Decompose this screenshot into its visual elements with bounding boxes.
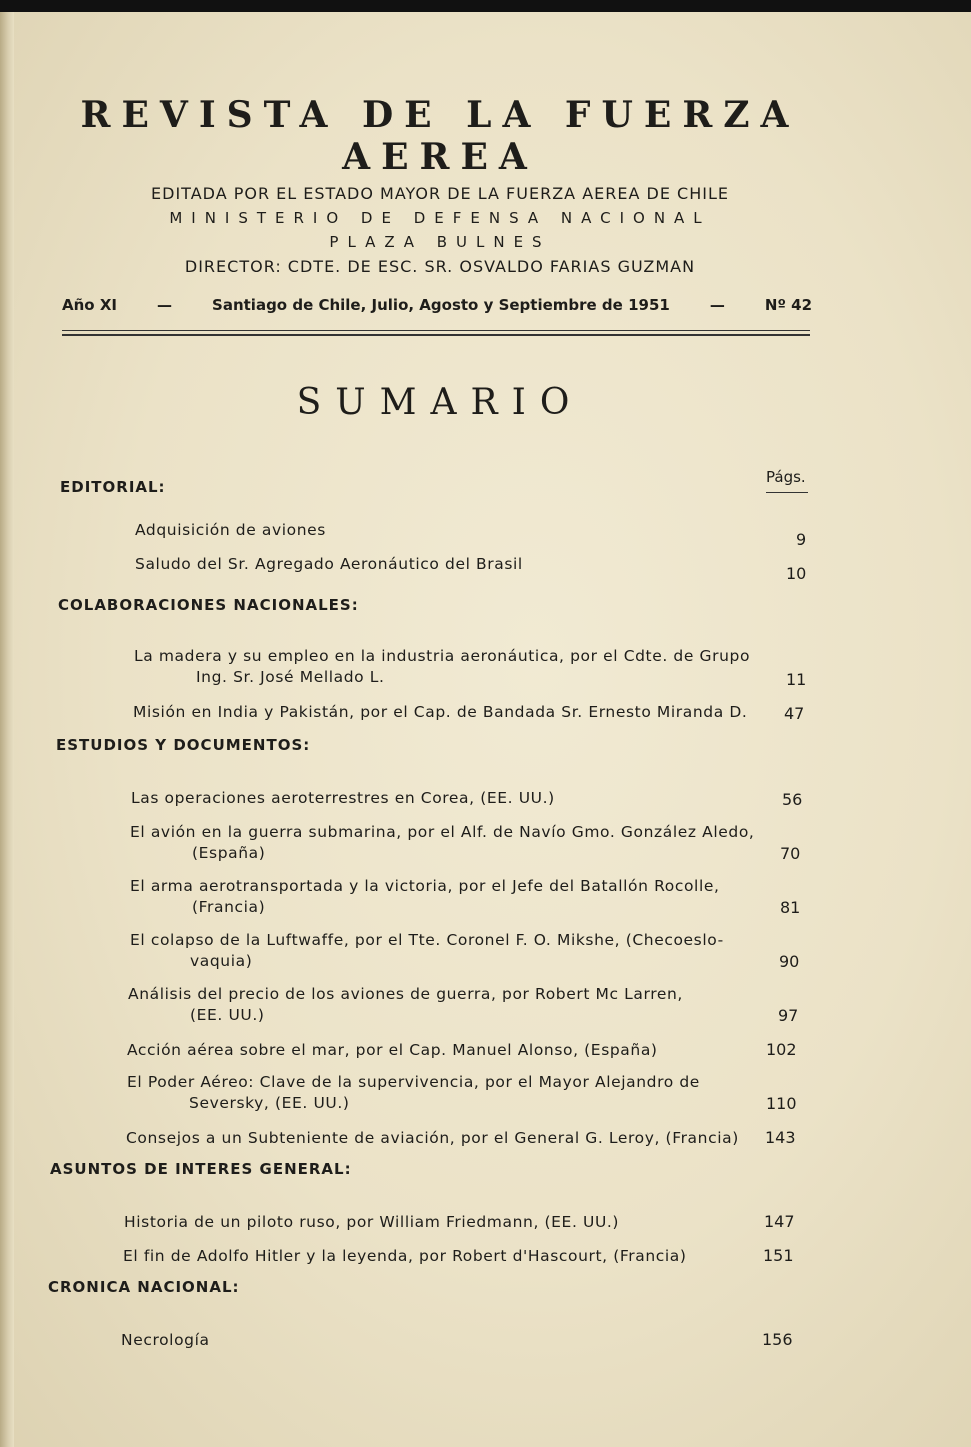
- toc-page-number: 70: [780, 844, 801, 863]
- toc-entry-title: El Poder Aéreo: Clave de la supervivencia, por el Mayor Alejandro de: [127, 1073, 700, 1091]
- issue-line: [62, 296, 812, 314]
- toc-entry-continuation: vaquia): [190, 952, 253, 970]
- toc-page-number: 102: [766, 1040, 797, 1059]
- section-colaboraciones: COLABORACIONES NACIONALES:: [58, 596, 359, 614]
- section-estudios: ESTUDIOS Y DOCUMENTOS:: [56, 736, 311, 754]
- toc-entry-title: El colapso de la Luftwaffe, por el Tte. Coronel F. O. Mikshe, (Checoeslo-: [130, 931, 724, 949]
- toc-page-number: 9: [796, 530, 807, 549]
- toc-entry-continuation: Ing. Sr. José Mellado L.: [196, 668, 385, 686]
- toc-page-number: 10: [786, 564, 807, 583]
- publisher-line: EDITADA POR EL ESTADO MAYOR DE LA FUERZA AEREA DE CHILE: [151, 184, 729, 203]
- toc-page-number: 151: [763, 1246, 794, 1265]
- section-cronica: CRONICA NACIONAL:: [48, 1278, 240, 1296]
- contents-heading: SUMARIO: [296, 382, 584, 423]
- toc-entry-title: El avión en la guerra submarina, por el Alf. de Navío Gmo. González Aledo,: [130, 823, 755, 841]
- toc-entry: [123, 1246, 687, 1267]
- toc-entry: [130, 822, 754, 864]
- toc-page-number: 56: [782, 790, 803, 809]
- issue-year: Año XI: [62, 296, 117, 314]
- toc-entry: [133, 702, 747, 723]
- toc-entry-title: Misión en India y Pakistán, por el Cap. de Bandada Sr. Ernesto Miranda D.: [133, 703, 748, 721]
- toc-entry: [135, 554, 523, 575]
- divider-thick: [62, 334, 810, 336]
- section-asuntos: ASUNTOS DE INTERES GENERAL:: [50, 1160, 352, 1178]
- section-editorial: EDITORIAL:: [60, 478, 166, 496]
- toc-entry: [121, 1330, 210, 1351]
- toc-page-number: 81: [780, 898, 801, 917]
- toc-entry-continuation: (España): [192, 844, 266, 862]
- director-line: DIRECTOR: CDTE. DE ESC. SR. OSVALDO FARIAS GUZMAN: [184, 257, 696, 276]
- issue-date: Santiago de Chile, Julio, Agosto y Septiembre de 1951: [212, 296, 670, 314]
- toc-entry: [135, 520, 326, 541]
- toc-page-number: 11: [786, 670, 807, 689]
- toc-entry-continuation: (EE. UU.): [190, 1006, 265, 1024]
- toc-entry: [127, 1072, 700, 1114]
- toc-page-number: 97: [778, 1006, 799, 1025]
- toc-entry-continuation: Seversky, (EE. UU.): [189, 1094, 350, 1112]
- toc-page-number: 156: [762, 1330, 793, 1349]
- toc-entry-title: La madera y su empleo en la industria aeronáutica, por el Cdte. de Grupo: [134, 647, 751, 665]
- toc-entry-title: Historia de un piloto ruso, por William Friedmann, (EE. UU.): [124, 1213, 620, 1231]
- toc-entry: [128, 984, 683, 1026]
- toc-entry: [131, 788, 555, 809]
- toc-page-number: 147: [764, 1212, 795, 1231]
- address-line: PLAZA BULNES: [329, 233, 551, 251]
- divider-thin: [62, 330, 810, 331]
- toc-entry-title: El arma aerotransportada y la victoria, por el Jefe del Batallón Rocolle,: [130, 877, 720, 895]
- toc-entry-title: Necrología: [121, 1331, 210, 1349]
- toc-page-number: 110: [766, 1094, 797, 1113]
- toc-page-number: 90: [779, 952, 800, 971]
- toc-page-number: 143: [765, 1128, 796, 1147]
- toc-entry-continuation: (Francia): [192, 898, 266, 916]
- magazine-title: REVISTA DE LA FUERZA AEREA: [80, 94, 800, 178]
- issue-dash-1: —: [157, 296, 172, 314]
- toc-entry: [126, 1128, 739, 1149]
- toc-entry-title: El fin de Adolfo Hitler y la leyenda, por Robert d'Hascourt, (Francia): [123, 1247, 687, 1265]
- ministry-line: MINISTERIO DE DEFENSA NACIONAL: [169, 209, 711, 227]
- toc-entry-title: Saludo del Sr. Agregado Aeronáutico del Brasil: [135, 555, 523, 573]
- toc-page-number: 47: [784, 704, 805, 723]
- toc-entry: [130, 876, 720, 918]
- magazine-page: [0, 12, 971, 1447]
- pages-column-label: Págs.: [766, 468, 808, 493]
- toc-entry: [124, 1212, 619, 1233]
- toc-entry-title: Análisis del precio de los aviones de guerra, por Robert Mc Larren,: [128, 985, 683, 1003]
- toc-entry-title: Acción aérea sobre el mar, por el Cap. Manuel Alonso, (España): [127, 1041, 658, 1059]
- masthead: [60, 94, 820, 276]
- toc-entry-title: Adquisición de aviones: [135, 521, 326, 539]
- page-spine: [0, 12, 14, 1447]
- issue-dash-2: —: [709, 296, 725, 314]
- toc-entry: [130, 930, 724, 972]
- toc-entry: [127, 1040, 658, 1061]
- toc-entry: [134, 646, 750, 688]
- toc-entry-title: Las operaciones aeroterrestres en Corea, (EE. UU.): [131, 789, 555, 807]
- toc-entry-title: Consejos a un Subteniente de aviación, por el General G. Leroy, (Francia): [126, 1129, 739, 1147]
- issue-number: Nº 42: [764, 296, 812, 314]
